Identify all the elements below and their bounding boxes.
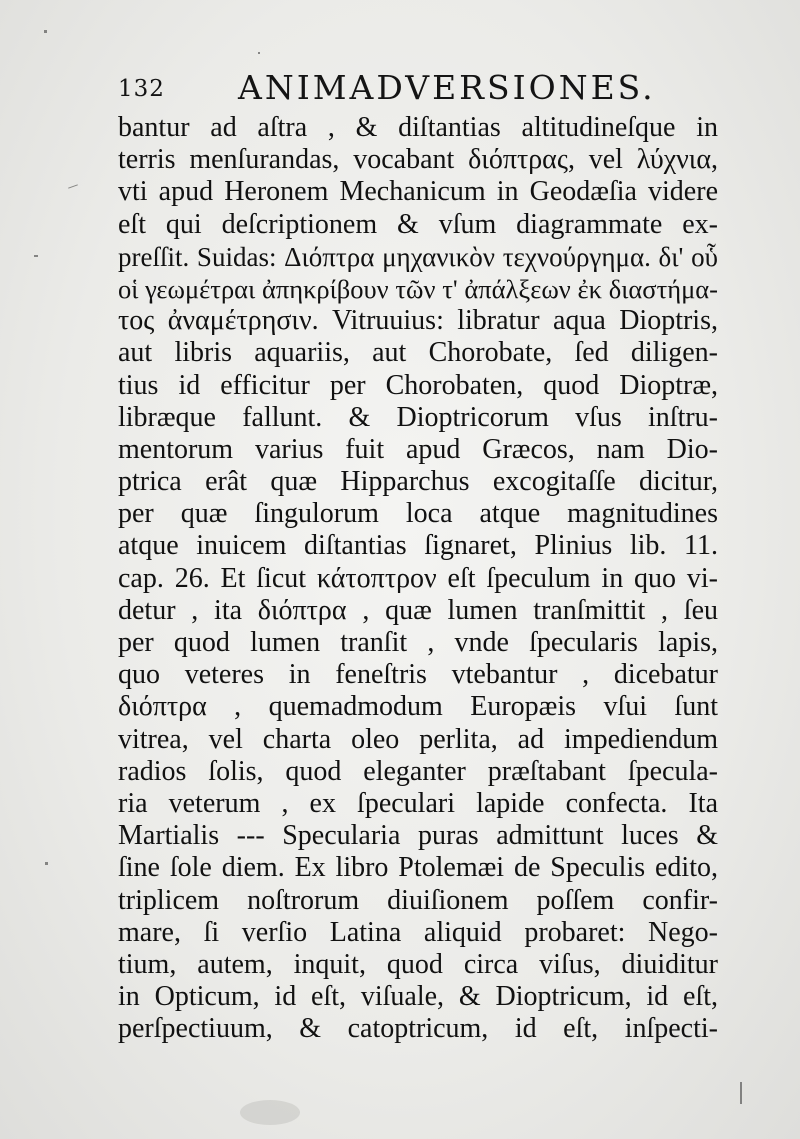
scan-speck — [45, 862, 48, 865]
scan-speck — [68, 184, 78, 188]
text-line: mentorum varius fuit apud Græcos, nam Dio- — [118, 433, 718, 465]
text-line: radios ſolis, quod eleganter præſtabant ſpecula- — [118, 755, 718, 787]
scan-speck — [34, 255, 38, 257]
text-line: perſpectiuum, & catoptricum, id eſt, inſpecti- — [118, 1013, 718, 1045]
scan-speck — [258, 52, 260, 54]
scan-smudge — [240, 1100, 300, 1125]
text-line: per quod lumen tranſit , vnde ſpecularis lapis, — [118, 627, 718, 658]
text-line: atque inuicem diſtantias ſignaret, Plinius lib. 11. — [118, 530, 718, 562]
text-line: libræque fallunt. & Dioptricorum vſus inſtru- — [118, 401, 718, 433]
running-head: ANIMADVERSIONES. — [238, 68, 656, 107]
text-line: vti apud Heronem Mechanicum in Geodæſia videre — [118, 176, 718, 208]
text-line: per quæ ſingulorum loca atque magnitudines — [118, 498, 718, 530]
scan-speck — [44, 30, 47, 33]
text-line: vitrea, vel charta oleo perlita, ad impediendum — [118, 723, 718, 755]
text-line: mare, ſi verſio Latina aliquid probaret: Nego- — [118, 916, 718, 948]
text-line: ſine ſole diem. Ex libro Ptolemæi de Speculis edito, — [118, 852, 718, 884]
text-line: διόπτρα , quemadmodum Europæis vſui ſunt — [118, 691, 718, 723]
text-line: tium, autem, inquit, quod circa viſus, diuiditur — [118, 948, 718, 980]
page-number: 132 — [118, 76, 165, 102]
text-line: terris menſurandas, vocabant διόπτρας, vel λύχνια, — [118, 144, 718, 176]
text-line: bantur ad aſtra , & diſtantias altitudineſque in — [118, 112, 718, 143]
text-line: οἱ γεωμέτραι ἀπηκρίβουν τῶν τ' ἀπάλξεων ἐκ διαστήμα- — [118, 273, 718, 304]
text-line: triplicem noſtrorum diuiſionem poſſem confir- — [118, 884, 718, 916]
text-line: aut libris aquariis, aut Chorobate, ſed diligen- — [118, 337, 718, 369]
text-line: quo veteres in feneſtris vtebantur , dicebatur — [118, 659, 718, 691]
text-line: in Opticum, id eſt, viſuale, & Dioptricum, id eſt, — [118, 981, 718, 1013]
body-text — [118, 112, 718, 1045]
text-line: Martialis --- Specularia puras admittunt luces & — [118, 820, 718, 852]
page-header — [118, 68, 718, 108]
text-line: cap. 26. Et ſicut κάτοπτρον eſt ſpeculum in quo vi- — [118, 562, 718, 594]
scan-speck — [740, 1082, 742, 1104]
text-line: preſſit. Suidas: Διόπτρα μηχανικὸν τεχνούργημα. δι' οὗ — [118, 241, 718, 272]
text-line: eſt qui deſcriptionem & vſum diagrammate ex- — [118, 208, 718, 240]
text-line: detur , ita διόπτρα , quæ lumen tranſmittit , ſeu — [118, 594, 718, 626]
text-line: ptrica erât quæ Hipparchus excogitaſſe dicitur, — [118, 466, 718, 498]
text-line: τος ἀναμέτρησιν. Vitruuius: libratur aqua Dioptris, — [118, 305, 718, 337]
text-line: ria veterum , ex ſpeculari lapide confecta. Ita — [118, 787, 718, 819]
text-line: tius id efficitur per Chorobaten, quod Dioptræ, — [118, 369, 718, 401]
